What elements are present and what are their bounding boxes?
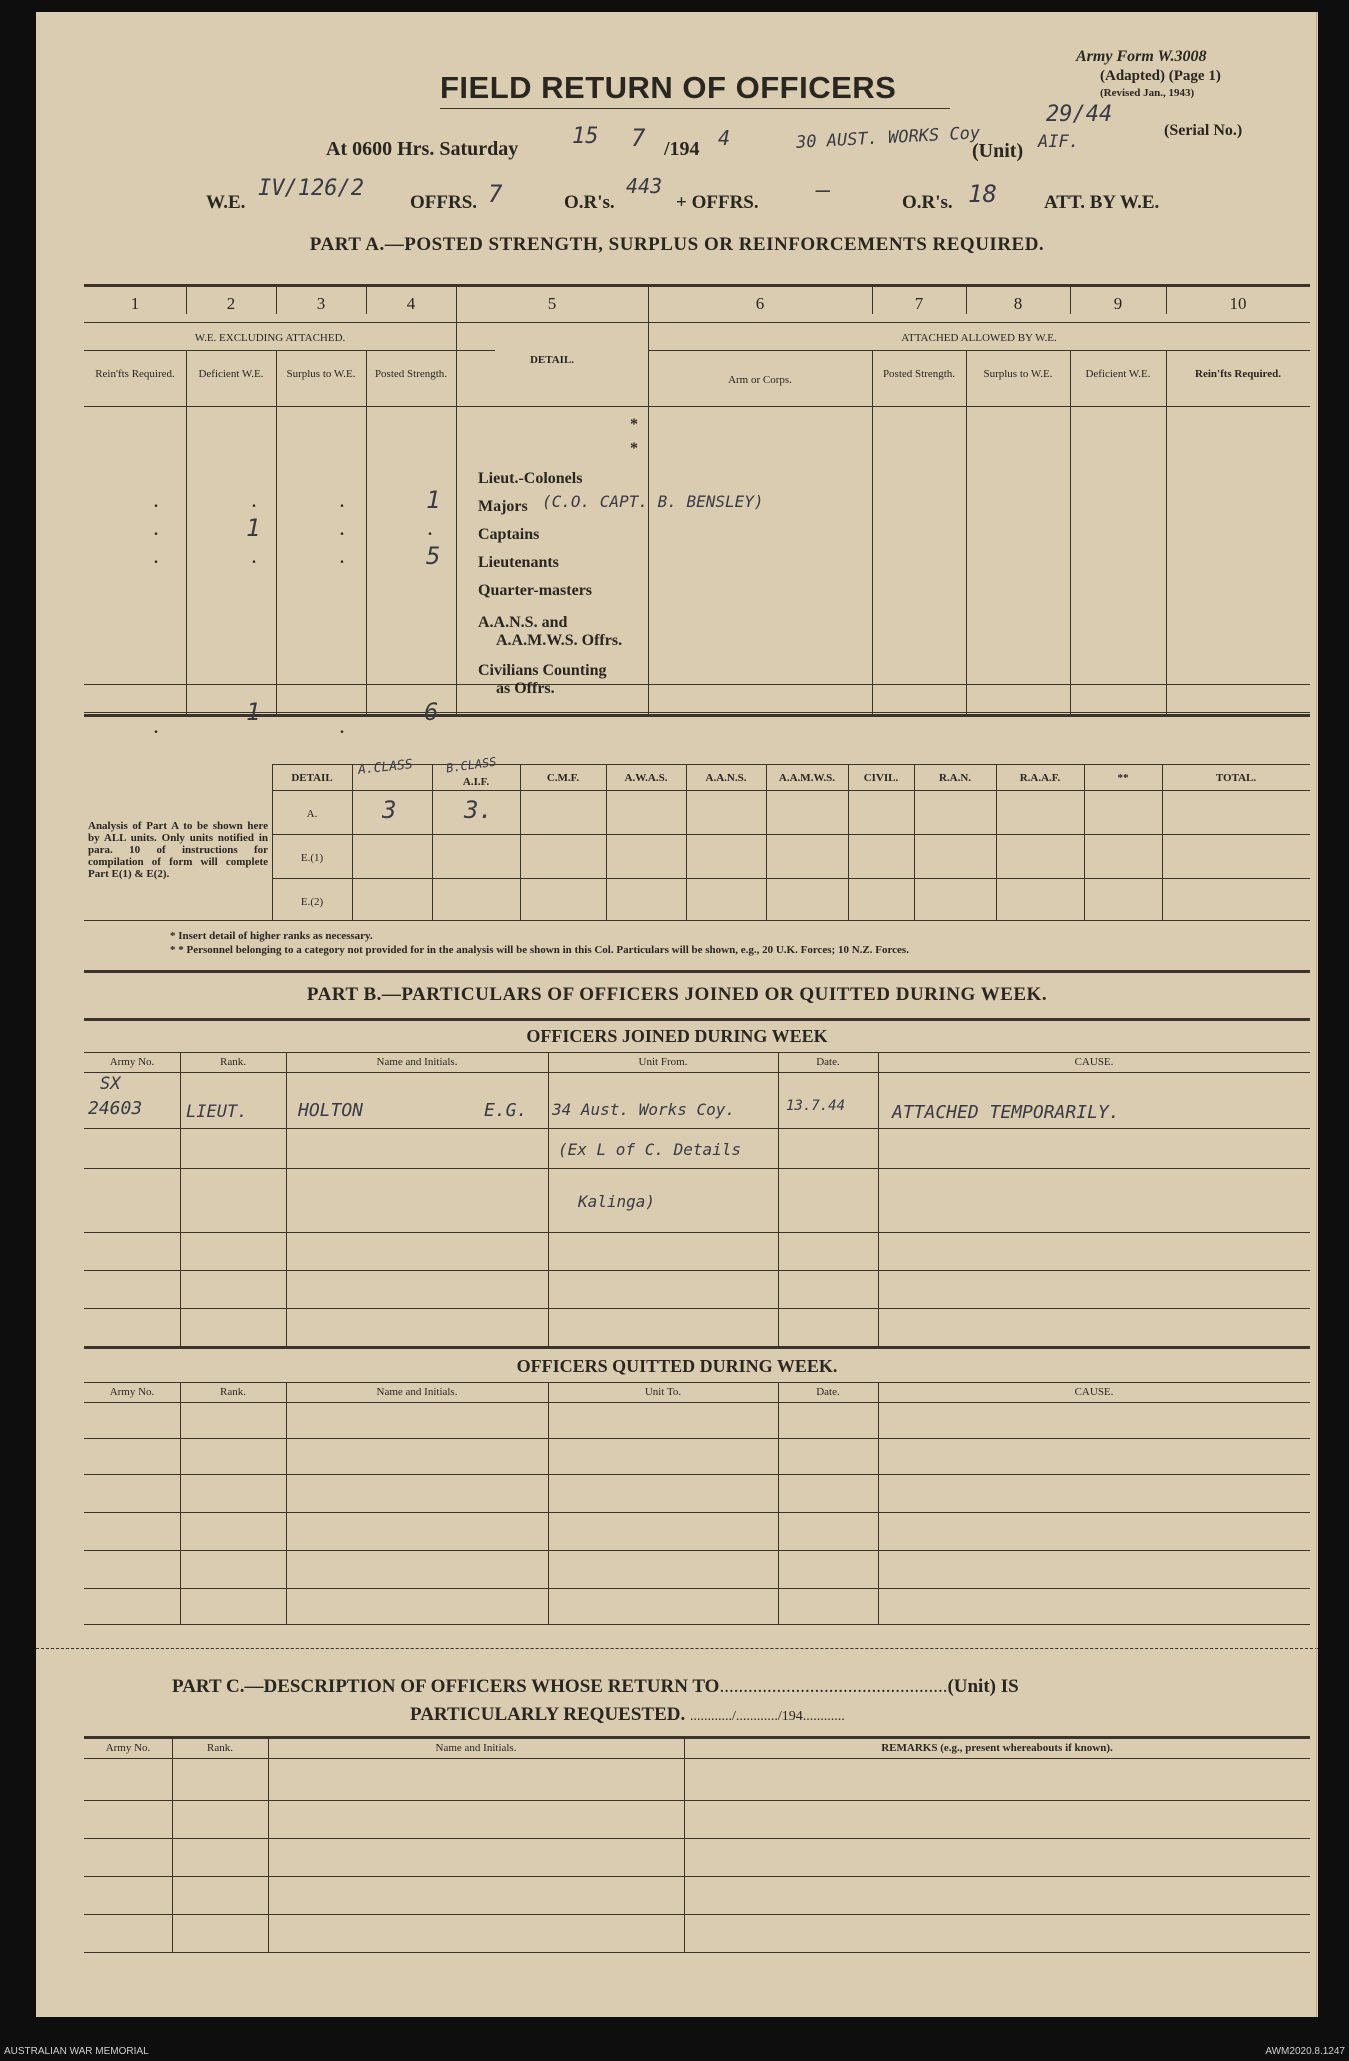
detail-aamws: A.A.M.W.S. Offrs. [496,632,623,649]
plus-offrs-value: — [816,176,831,204]
col-divider [1166,350,1167,714]
joined-row [84,1308,1310,1309]
subheader-posted: Posted Strength. [374,368,448,380]
quitted-row [84,1588,1310,1589]
part-a-bottom-rule [84,714,1310,717]
total-row-bottom [84,712,1310,713]
analysis-bottom [84,920,1310,921]
joined-bottom [84,1346,1310,1349]
detail-star: * [630,440,638,457]
analysis-col [914,764,915,920]
part-c-col [684,1736,685,1952]
analysis-row-e2: E.(2) [300,896,324,908]
joined-name: HOLTON [298,1100,364,1121]
analysis-row-rule [272,878,1310,879]
unit-label: (Unit) [972,140,1024,162]
day-value: 15 [572,124,599,149]
quitted-header-rank: Rank. [220,1386,246,1398]
we-value: IV/126/2 [258,176,364,201]
analysis-header-raaf: R.A.A.F. [1019,772,1061,784]
analysis-row-rule [272,834,1310,835]
lt-col-posted-value: 1 [426,486,441,514]
quitted-header-unit-to: Unit To. [644,1386,682,1398]
joined-unit-from: 34 Aust. Works Coy. [552,1100,736,1119]
joined-header-unit-from: Unit From. [638,1056,688,1068]
dot: . [340,494,344,511]
joined-rank: LIEUT. [186,1102,248,1122]
quitted-row [84,1512,1310,1513]
joined-title: OFFICERS JOINED DURING WEEK [526,1026,828,1046]
part-c-date-dots: ............/............/194............ [690,1709,845,1724]
serial-label: (Serial No.) [1164,122,1243,139]
col-number: 3 [316,294,326,313]
part-c-header-army-no: Army No. [105,1742,151,1754]
analysis-header-other: ** [1117,772,1129,784]
col-number: 6 [755,294,765,313]
quitted-col [286,1382,287,1624]
dot: . [252,550,256,567]
analysis-col [686,764,687,920]
joined-col [180,1052,181,1346]
col-number: 2 [226,294,236,313]
joined-row [84,1232,1310,1233]
captains-deficient-value: 1 [246,514,261,542]
col-divider [872,350,873,714]
lieutenants-posted-value: 5 [426,542,441,570]
analysis-header-total: TOTAL. [1215,772,1257,784]
col-number: 1 [130,294,140,313]
dot: . [154,720,158,737]
analysis-header-aamws: A.A.M.W.S. [778,772,836,784]
analysis-header-a-class: A.CLASS [357,757,414,778]
joined-row [84,1270,1310,1271]
col-number: 5 [547,294,557,313]
analysis-col [1084,764,1085,920]
part-c-col [268,1736,269,1952]
joined-date: 13.7.44 [786,1098,846,1114]
col-number: 4 [406,294,416,313]
col-number: 8 [1013,294,1023,313]
dot: . [154,522,158,539]
group-header-rule-left [84,350,495,351]
quitted-col [180,1382,181,1624]
part-c-bottom [84,1952,1310,1953]
quitted-col [548,1382,549,1624]
plus-offrs-label: + OFFRS. [676,192,759,213]
col-number: 10 [1229,294,1247,313]
ors-label: O.R's. [564,192,615,213]
ors-value: 443 [626,174,663,198]
joined-unit-from-line2: (Ex L of C. Details [558,1140,742,1159]
dot: . [154,550,158,567]
analysis-col [848,764,849,920]
dot: . [340,550,344,567]
joined-row [84,1168,1310,1169]
analysis-header-aans: A.A.N.S. [705,772,747,784]
footer-accession: AWM2020.8.1247 [1265,2046,1345,2057]
quitted-header-top [84,1382,1310,1383]
part-c-line1 [172,1676,1019,1698]
joined-army-no: 24603 [88,1098,143,1119]
analysis-col [352,764,353,920]
detail-aans: A.A.N.S. and [478,614,568,631]
quitted-col [878,1382,879,1624]
quitted-col [778,1382,779,1624]
part-c-line2 [410,1704,845,1726]
joined-army-no-prefix: SX [100,1074,121,1094]
joined-col [548,1052,549,1346]
analysis-col [520,764,521,920]
part-c-title: PART C.—DESCRIPTION OF OFFICERS WHOSE RETURN TO [172,1676,720,1697]
joined-header-date: Date. [816,1056,840,1068]
we-label: W.E. [206,192,246,213]
joined-col [778,1052,779,1346]
analysis-col [606,764,607,920]
analysis-aif-handwritten: B.CLASS [445,754,498,776]
group-header-rule-right [648,350,1310,351]
detail-as-offrs: as Offrs. [496,680,555,697]
quitted-header-bottom [84,1402,1310,1403]
quitted-row [84,1438,1310,1439]
analysis-top [272,764,1310,765]
col-number: 9 [1113,294,1123,313]
joined-cause: ATTACHED TEMPORARILY. [892,1102,1120,1123]
part-a-title: PART A.—POSTED STRENGTH, SURPLUS OR REINFORCEMENTS REQUIRED. [309,234,1045,255]
group-header-left: W.E. EXCLUDING ATTACHED. [194,332,346,344]
joined-header-rank: Rank. [220,1056,246,1068]
dot: . [428,522,432,539]
dot: . [340,522,344,539]
joined-col [878,1052,879,1346]
detail-captains: Captains [478,526,540,543]
col-number: 7 [914,294,924,313]
detail-star: * [630,416,638,433]
joined-header-cause: CAUSE. [1074,1056,1114,1068]
ors2-label: O.R's. [902,192,953,213]
quitted-header-army-no: Army No. [109,1386,155,1398]
col-divider [456,284,457,714]
col-divider [1070,350,1071,714]
analysis-col [766,764,767,920]
col-divider [276,350,277,714]
joined-unit-from-line3: Kalinga) [578,1192,656,1211]
quitted-row [84,1550,1310,1551]
analysis-header-awas: A.W.A.S. [624,772,668,784]
joined-header-army-no: Army No. [109,1056,155,1068]
subheader-deficient-att: Deficient W.E. [1085,368,1151,380]
quitted-row [84,1474,1310,1475]
joined-header-name: Name and Initials. [376,1056,458,1068]
subheader-surplus-att: Surplus to W.E. [983,368,1053,380]
analysis-row-e1: E.(1) [300,852,324,864]
subheader-arm-corps: Arm or Corps. [728,374,792,386]
col-divider [186,350,187,714]
army-form-number: Army Form W.3008 [1076,48,1207,65]
detail-quarter-masters: Quarter-masters [478,582,593,599]
analysis-header-civil: CIVIL. [863,772,899,784]
quitted-header-cause: CAUSE. [1074,1386,1114,1398]
part-a-top-rule [84,284,1310,287]
analysis-header-aif: A.I.F. [462,776,490,788]
analysis-col [996,764,997,920]
serial-value: 29/44 [1046,102,1113,127]
form-adapted-label: (Adapted) (Page 1) [1100,68,1221,84]
att-label: ATT. BY W.E. [1044,192,1160,213]
title-underline [440,108,950,109]
footnote-1: * Insert detail of higher ranks as necessary. [170,930,373,942]
analysis-header-ran: R.A.N. [938,772,972,784]
detail-header: DETAIL. [529,354,575,366]
subheader-rule [84,406,1310,407]
joined-header-bottom [84,1072,1310,1073]
part-c-col [172,1736,173,1952]
at-time-label: At 0600 Hrs. Saturday [326,138,519,160]
part-c-header-name: Name and Initials. [435,1742,517,1754]
offrs-label: OFFRS. [410,192,478,213]
dot: . [340,720,344,737]
year-prefix: /194 [664,138,700,160]
form-sheet [36,12,1318,2017]
ors2-value: 18 [968,180,997,208]
month-value: 7 [631,124,646,152]
joined-col [286,1052,287,1346]
dot: . [252,494,256,511]
footer-archive: AUSTRALIAN WAR MEMORIAL [4,2046,149,2057]
total-row-top [84,684,1310,685]
analysis-header-cmf: C.M.F. [546,772,580,784]
part-b-title: PART B.—PARTICULARS OF OFFICERS JOINED OR QUITTED DURING WEEK. [306,984,1048,1005]
dot: . [154,494,158,511]
subheader-deficient: Deficient W.E. [198,368,264,380]
analysis-header-rule [272,790,1310,791]
year-suffix: 4 [718,126,731,150]
analysis-a-class-value: 3 [382,796,397,824]
quitted-header-name: Name and Initials. [376,1386,458,1398]
analysis-note: Analysis of Part A to be shown here by ALL units. Only units notified in para. 10 of instructions for compilation of form will complete Part E(1) & E(2). [88,820,268,880]
footnote-2: * * Personnel belonging to a category not provided for in the analysis will be shown in this Col. Particulars will be shown, e.g., 20 U.K. Forces; 10 N.Z. Forces. [170,944,909,956]
unit-handwritten: 30 AUST. WORKS Coy [795,123,981,153]
subheader-surplus: Surplus to W.E. [286,368,356,380]
page-title: FIELD RETURN OF OFFICERS [440,70,897,105]
quitted-title: OFFICERS QUITTED DURING WEEK. [516,1356,838,1376]
joined-header-top [84,1052,1310,1053]
part-c-unit-label: (Unit) IS [947,1676,1019,1697]
total-deficient-value: 1 [246,698,261,726]
fold-mark [1316,12,1317,2017]
col-divider [966,350,967,714]
analysis-aif-value: 3. [464,796,493,824]
detail-lieutenants: Lieutenants [478,554,559,571]
detail-majors: Majors [478,498,528,515]
quitted-bottom [84,1624,1310,1625]
col-divider [366,350,367,714]
group-header-right: ATTACHED ALLOWED BY W.E. [901,332,1057,344]
unit-suffix: AIF. [1038,132,1079,152]
part-c-cut-line [36,1648,1318,1649]
analysis-row-a: A. [306,808,318,820]
subheader-reinfts-att: Rein'fts Required. [1195,368,1281,380]
analysis-col [1162,764,1163,920]
analysis-header-detail: DETAIL [291,772,333,784]
detail-civilians: Civilians Counting [478,662,607,679]
part-c-header-rank: Rank. [207,1742,233,1754]
joined-row [84,1128,1310,1129]
part-c-requested: PARTICULARLY REQUESTED. [410,1704,686,1725]
part-c-header-remarks: REMARKS (e.g., present whereabouts if known). [881,1742,1113,1754]
part-b-top-rule [84,970,1310,973]
subheader-reinfts: Rein'fts Required. [95,368,175,380]
detail-lieut-colonels: Lieut.-Colonels [478,470,583,487]
col-number-rule [84,322,1310,323]
majors-note: (C.O. CAPT. B. BENSLEY) [542,492,764,511]
subheader-posted-att: Posted Strength. [882,368,956,380]
joined-initials: E.G. [484,1100,528,1121]
quitted-header-date: Date. [816,1386,840,1398]
part-c-unit-dots: ................................................ [719,1676,948,1697]
form-revised-label: (Revised Jan., 1943) [1100,87,1195,99]
offrs-value: 7 [488,180,503,208]
part-b-title-rule [84,1018,1310,1021]
total-posted-value: 6 [424,698,439,726]
